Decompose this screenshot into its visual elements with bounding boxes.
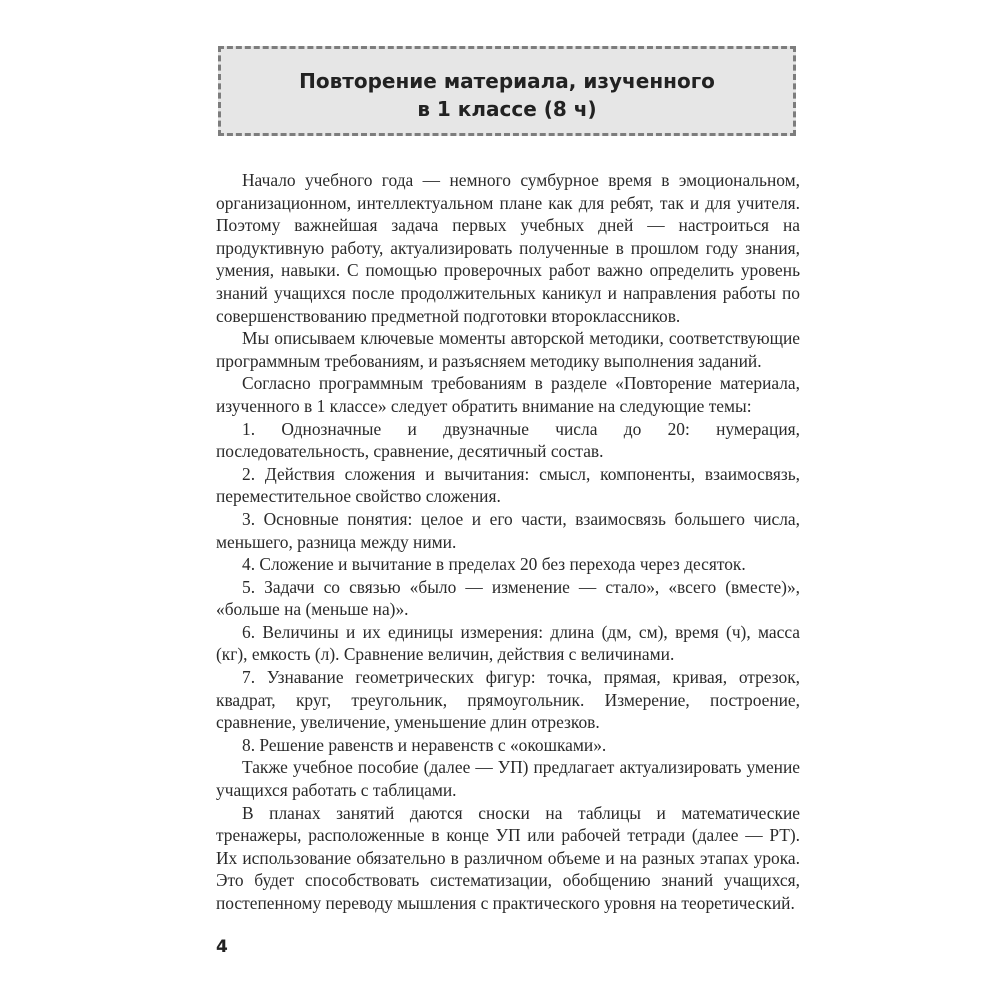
paragraph-intro: Начало учебного года — немного сумбурное время в эмоциональном, организационном, интеллектуальном плане как для ребят, так и для учителя. Поэтому важнейшая задача первых учебных дней — настроиться на продуктивную работу, актуализировать полученные в прошлом году знания, умения, навыки. С помощью проверочных работ важно определить уровень знаний учащихся после продолжительных каникул и направления работы по совершенствованию предметной подготовки второклассников.	[216, 170, 800, 326]
topic-item-6: 6. Величины и их единицы измерения: длина (дм, см), время (ч), масса (кг), емкость (л). Сравнение величин, действия с величинами.	[216, 621, 800, 665]
page-number: 4	[216, 937, 228, 957]
section-title-line-2: в 1 классе (8 ч)	[417, 97, 597, 121]
paragraph-lesson-plans: В планах занятий даются сноски на таблицы и математические тренажеры, расположенные в конце УП или рабочей тетради (далее — РТ). Их использование обязательно в различном объеме и на разных этапах урока. Это будет способствовать систематизации, обобщению знаний учащихся, постепенному переводу мышления с практического уровня на теоретический.	[216, 802, 800, 913]
section-header-box	[218, 46, 796, 136]
topic-item-4: 4. Сложение и вычитание в пределах 20 без перехода через десяток.	[242, 554, 746, 575]
body-text	[216, 169, 800, 915]
section-title-line-1: Повторение материала, изученного	[299, 69, 715, 93]
section-title	[221, 67, 793, 123]
paragraph-requirements: Согласно программным требованиям в разделе «Повторение материала, изученного в 1 классе» следует обратить внимание на следующие темы:	[216, 373, 800, 416]
topic-item-3: 3. Основные понятия: целое и его части, взаимосвязь большего числа, меньшего, разница между ними.	[216, 508, 800, 552]
paragraph-tables: Также учебное пособие (далее — УП) предлагает актуализировать умение учащихся работать с таблицами.	[216, 757, 800, 801]
topic-item-1: 1. Однозначные и двузначные числа до 20: нумерация, последовательность, сравнение, десятичный состав.	[216, 418, 800, 462]
topic-item-7: 7. Узнавание геометрических фигур: точка, прямая, кривая, отрезок, квадрат, круг, треугольник, прямоугольник. Измерение, построение, сравнение, увеличение, уменьшение длин отрезков.	[216, 667, 800, 733]
topic-item-2: 2. Действия сложения и вычитания: смысл, компоненты, взаимосвязь, переместительное свойство сложения.	[216, 463, 800, 507]
topic-item-5: 5. Задачи со связью «было — изменение — стало», «всего (вместе)», «больше на (меньше на)».	[216, 576, 800, 620]
paragraph-methodology: Мы описываем ключевые моменты авторской методики, соответствующие программным требованиям, и разъясняем методику выполнения заданий.	[216, 328, 800, 371]
topic-item-8: 8. Решение равенств и неравенств с «окошками».	[242, 734, 607, 755]
